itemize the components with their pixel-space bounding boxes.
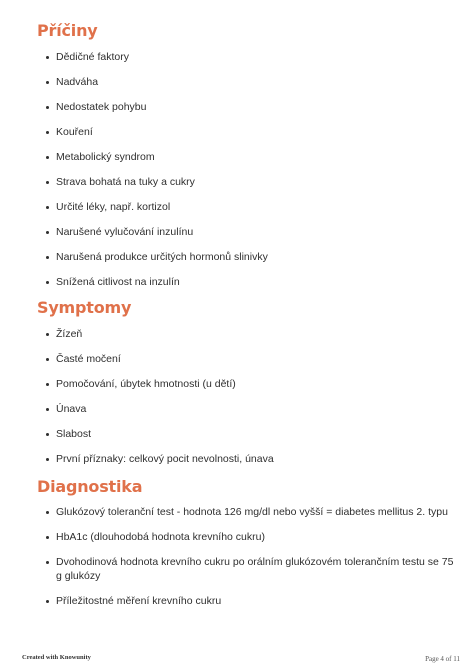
list-item: Pomočování, úbytek hmotnosti (u dětí) — [46, 377, 456, 391]
list-item: Nadváha — [46, 75, 456, 89]
created-with-footer: Created with Knowunity — [22, 654, 91, 661]
list-item: HbA1c (dlouhodobá hodnota krevního cukru) — [46, 530, 456, 544]
list-item: Narušená produkce určitých hormonů slinivky — [46, 250, 456, 264]
list-item: Časté močení — [46, 352, 456, 366]
list-item: Kouření — [46, 125, 456, 139]
section-heading-causes: Příčiny — [37, 21, 98, 40]
list-item: Únava — [46, 402, 456, 416]
list-item: První příznaky: celkový pocit nevolnosti, únava — [46, 452, 456, 466]
list-item: Příležitostné měření krevního cukru — [46, 594, 456, 608]
causes-list — [46, 50, 456, 289]
symptoms-list — [46, 327, 456, 466]
list-item: Nedostatek pohybu — [46, 100, 456, 114]
list-item: Dvohodinová hodnota krevního cukru po orálním glukózovém tolerančním testu se 75 g glukózy — [46, 555, 454, 583]
page-number: Page 4 of 11 — [425, 655, 460, 663]
list-item: Glukózový toleranční test - hodnota 126 mg/dl nebo vyšší = diabetes mellitus 2. typu — [46, 505, 456, 519]
list-item: Slabost — [46, 427, 456, 441]
section-heading-symptoms: Symptomy — [37, 298, 132, 317]
list-item: Dědičné faktory — [46, 50, 456, 64]
list-item: Strava bohatá na tuky a cukry — [46, 175, 456, 189]
list-item: Metabolický syndrom — [46, 150, 456, 164]
diagnostics-list — [46, 505, 456, 608]
list-item: Žízeň — [46, 327, 456, 341]
list-item: Snížená citlivost na inzulín — [46, 275, 456, 289]
list-item: Narušené vylučování inzulínu — [46, 225, 456, 239]
section-heading-diagnostics: Diagnostika — [37, 477, 143, 496]
list-item: Určité léky, např. kortizol — [46, 200, 456, 214]
